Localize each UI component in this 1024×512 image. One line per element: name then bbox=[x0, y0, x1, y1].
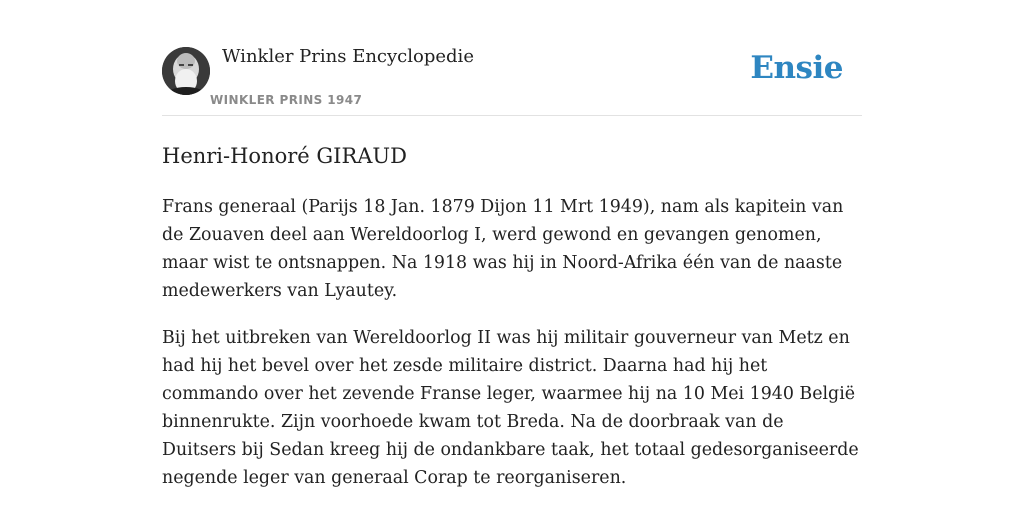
avatar[interactable] bbox=[162, 47, 210, 95]
bearded-man-portrait-icon bbox=[162, 47, 210, 95]
article-paragraph: Bij het uitbreken van Wereldoorlog II was hij militair gouverneur van Metz en had hij het bevel over het zesde militaire district. Daarna had hij het commando over het zevende Franse leger, waarmee hij na 10 Mei 1940 België binnenrukte. Zijn voorhoede kwam tot Breda. Na de doorbraak van de Duitsers bij Sedan kreeg hij de ondankbare taak, het totaal gedesorganiseerde negende leger van generaal Corap te reorganiseren. bbox=[162, 328, 859, 488]
source-header bbox=[162, 40, 862, 116]
brand-logo[interactable]: Ensie bbox=[750, 50, 843, 86]
source-title[interactable]: Winkler Prins Encyclopedie bbox=[222, 46, 474, 67]
article-paragraph: Frans generaal (Parijs 18 Jan. 1879 Dijon 11 Mrt 1949), nam als kapitein van de Zouaven deel aan Wereldoorlog I, werd gewond en gevangen genomen, maar wist te ontsnappen. Na 1918 was hij in Noord-Afrika één van de naaste medewerkers van Lyautey. bbox=[162, 197, 844, 301]
source-subtitle: WINKLER PRINS 1947 bbox=[210, 93, 363, 107]
article-title: Henri-Honoré GIRAUD bbox=[162, 144, 407, 168]
article-card bbox=[162, 40, 862, 492]
